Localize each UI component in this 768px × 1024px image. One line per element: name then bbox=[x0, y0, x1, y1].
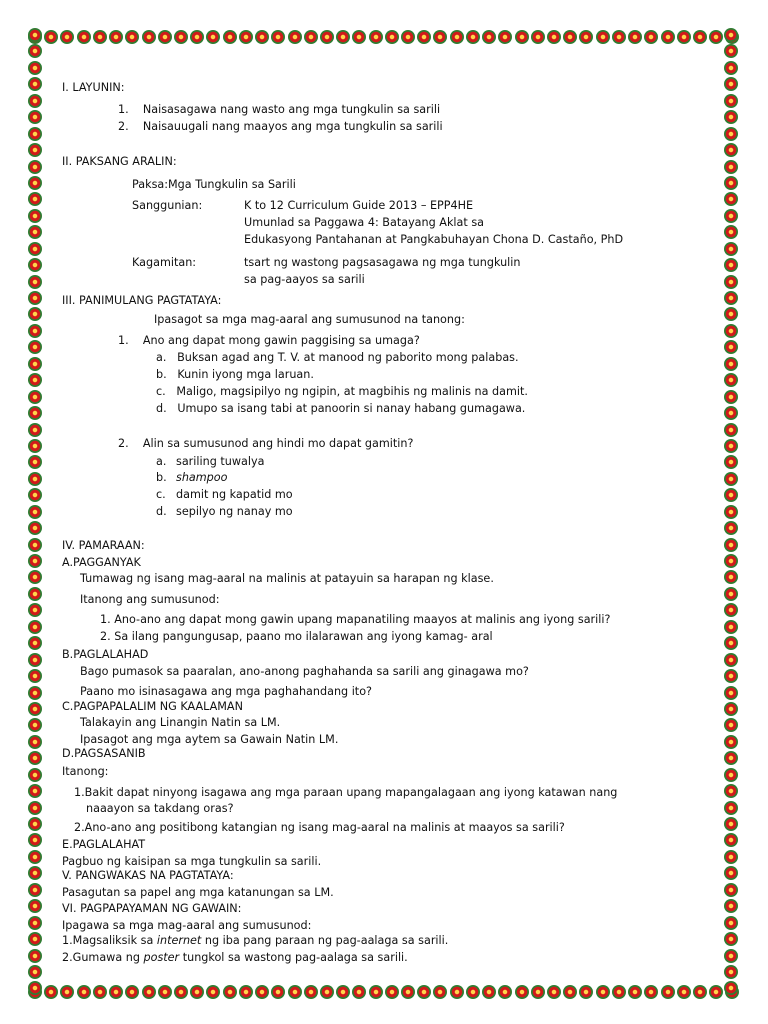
reference-line: Edukasyong Pantahanan at Pangkabuhayan Chona D. Castaño, PhD bbox=[244, 233, 624, 246]
subheading-pagpapalalim: C.PAGPAPALALIM NG KAALAMAN bbox=[62, 700, 243, 713]
section-heading-layunin: I. LAYUNIN: bbox=[62, 81, 125, 94]
body-line: Ipasagot ang mga aytem sa Gawain Natin LM. bbox=[80, 733, 339, 746]
subheading-pagsasanib: D.PAGSASANIB bbox=[62, 747, 146, 760]
instruction-line: Ipasagot sa mga mag-aaral ang sumusunod na tanong: bbox=[154, 313, 465, 326]
body-line: Paano mo isinasagawa ang mga paghahandang ito? bbox=[80, 685, 372, 698]
reference-line: Umunlad sa Paggawa 4: Batayang Aklat sa bbox=[244, 216, 485, 229]
reference-line: K to 12 Curriculum Guide 2013 – EPP4HE bbox=[244, 199, 474, 212]
question-item: 2. Sa ilang pangungusap, paano mo ilalarawan ang iyong kamag- aral bbox=[100, 630, 493, 643]
answer-option: b. Kunin iyong mga laruan. bbox=[156, 368, 314, 381]
section-heading-pangwakas: V. PANGWAKAS NA PAGTATAYA: bbox=[62, 869, 234, 882]
answer-option: damit ng kapatid mo bbox=[176, 488, 293, 501]
question-item-continued: naaayon sa takdang oras? bbox=[86, 802, 234, 815]
material-line: sa pag-aayos sa sarili bbox=[244, 273, 365, 286]
section-heading-pagpapayaman: VI. PAGPAPAYAMAN NG GAWAIN: bbox=[62, 902, 242, 915]
question-2: 2. Alin sa sumusunod ang hindi mo dapat gamitin? bbox=[118, 437, 414, 450]
paksa-line: Paksa:Mga Tungkulin sa Sarili bbox=[132, 178, 296, 191]
section-heading-panimulang-pagtataya: III. PANIMULANG PAGTATAYA: bbox=[62, 294, 222, 307]
section-heading-pamaraan: IV. PAMARAAN: bbox=[62, 539, 145, 552]
answer-option: c. Maligo, magsipilyo ng ngipin, at magbihis ng malinis na damit. bbox=[156, 385, 528, 398]
body-line: Talakayin ang Linangin Natin sa LM. bbox=[80, 716, 281, 729]
question-1: 1. Ano ang dapat mong gawin paggising sa umaga? bbox=[118, 334, 420, 347]
objective-item: 1. Naisasagawa nang wasto ang mga tungkulin sa sarili bbox=[118, 103, 441, 116]
option-letter: d. bbox=[156, 505, 167, 518]
body-line: Pasagutan sa papel ang mga katanungan sa LM. bbox=[62, 886, 334, 899]
subheading-paglalahad: B.PAGLALAHAD bbox=[62, 648, 149, 661]
subheading-pagganyak: A.PAGGANYAK bbox=[62, 556, 141, 569]
answer-option: sariling tuwalya bbox=[176, 455, 265, 468]
activity-item: 2.Gumawa ng poster tungkol sa wastong pag-aalaga sa sarili. bbox=[62, 951, 408, 964]
objective-item: 2. Naisauugali nang maayos ang mga tungkulin sa sarili bbox=[118, 120, 443, 133]
material-line: tsart ng wastong pagsasagawa ng mga tungkulin bbox=[244, 256, 521, 269]
body-line: Itanong: bbox=[62, 765, 109, 778]
activity-item: 1.Magsaliksik sa internet ng iba pang paraan ng pag-aalaga sa sarili. bbox=[62, 934, 449, 947]
question-item: 1.Bakit dapat ninyong isagawa ang mga paraan upang mapangalagaan ang iyong katawan nang bbox=[74, 786, 618, 799]
answer-option: sepilyo ng nanay mo bbox=[176, 505, 293, 518]
option-letter: c. bbox=[156, 488, 166, 501]
body-line: Pagbuo ng kaisipan sa mga tungkulin sa sarili. bbox=[62, 855, 322, 868]
option-letter: a. bbox=[156, 455, 167, 468]
answer-option: d. Umupo sa isang tabi at panoorin si nanay habang gumagawa. bbox=[156, 402, 526, 415]
section-heading-paksang-aralin: II. PAKSANG ARALIN: bbox=[62, 155, 177, 168]
answer-option: a. Buksan agad ang T. V. at manood ng paborito mong palabas. bbox=[156, 351, 519, 364]
subheading-paglalahat: E.PAGLALAHAT bbox=[62, 838, 146, 851]
body-line: Itanong ang sumusunod: bbox=[80, 593, 220, 606]
question-item: 1. Ano-ano ang dapat mong gawin upang mapanatiling maayos at malinis ang iyong sarili? bbox=[100, 613, 611, 626]
question-item: 2.Ano-ano ang positibong katangian ng isang mag-aaral na malinis at maayos sa sarili? bbox=[74, 821, 565, 834]
kagamitan-label: Kagamitan: bbox=[132, 256, 197, 269]
sanggunian-label: Sanggunian: bbox=[132, 199, 203, 212]
body-line: Tumawag ng isang mag-aaral na malinis at patayuin sa harapan ng klase. bbox=[80, 572, 494, 585]
option-letter: b. bbox=[156, 471, 167, 484]
answer-option: shampoo bbox=[176, 471, 228, 484]
body-line: Bago pumasok sa paaralan, ano-anong paghahanda sa sarili ang ginagawa mo? bbox=[80, 665, 529, 678]
body-line: Ipagawa sa mga mag-aaral ang sumusunod: bbox=[62, 919, 312, 932]
